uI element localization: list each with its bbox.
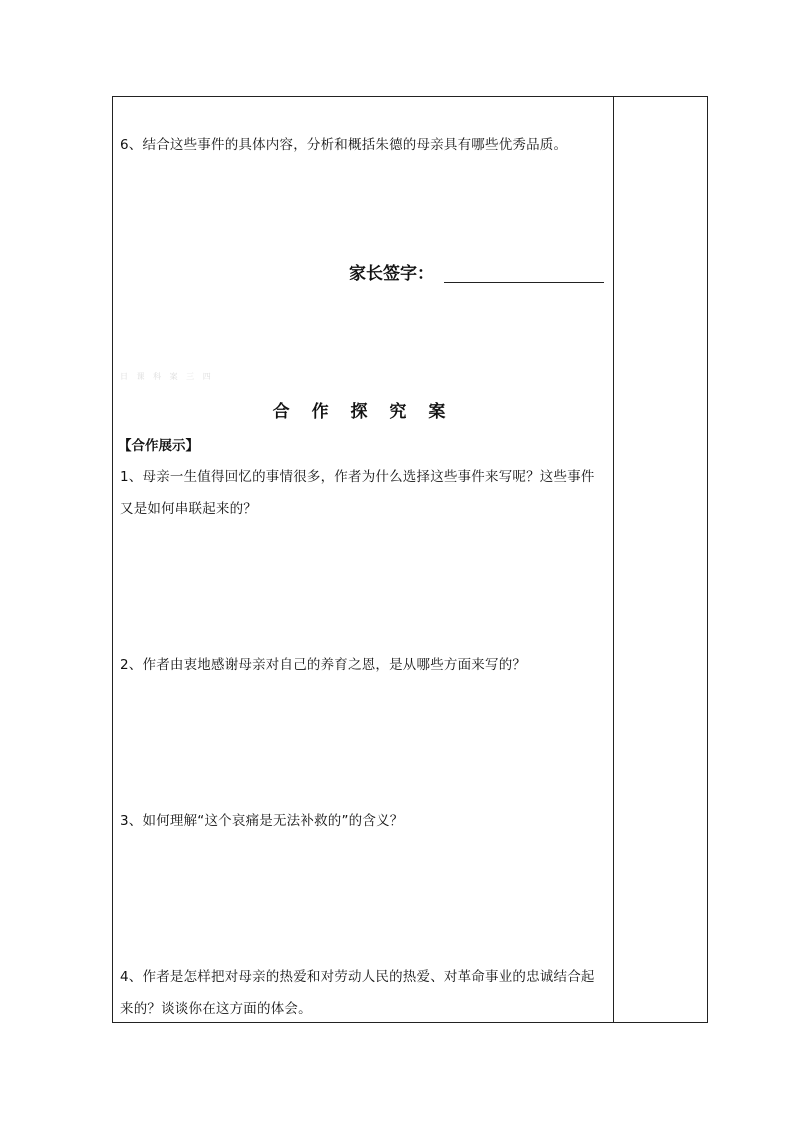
parent-signature (349, 262, 604, 286)
signature-line[interactable] (444, 282, 604, 283)
faint-watermark: 日 课 科 案 三 四 (120, 372, 214, 381)
question-6: 6、结合这些事件的具体内容，分析和概括朱德的母亲具有哪些优秀品质。 (120, 137, 568, 153)
section-title: 合 作 探 究 案 (272, 402, 454, 422)
notes-column (614, 97, 707, 1022)
question-4: 4、作者是怎样把对母亲的热爱和对劳动人民的热爱、对革命事业的忠诚结合起来的？谈谈你在这方面的体会。 (120, 969, 595, 1017)
question-1: 1、母亲一生值得回忆的事情很多，作者为什么选择这些事件来写呢？这些事件又是如何串联起来的？ (120, 469, 595, 517)
parent-signature-label: 家长签字： (349, 264, 434, 284)
main-column (113, 97, 613, 1022)
question-2: 2、作者由衷地感谢母亲对自己的养育之恩，是从哪些方面来写的？ (120, 657, 527, 673)
worksheet-table (112, 96, 708, 1023)
section-subheading: 【合作展示】 (118, 438, 199, 454)
question-3: 3、如何理解“这个哀痛是无法补救的”的含义？ (120, 813, 404, 829)
